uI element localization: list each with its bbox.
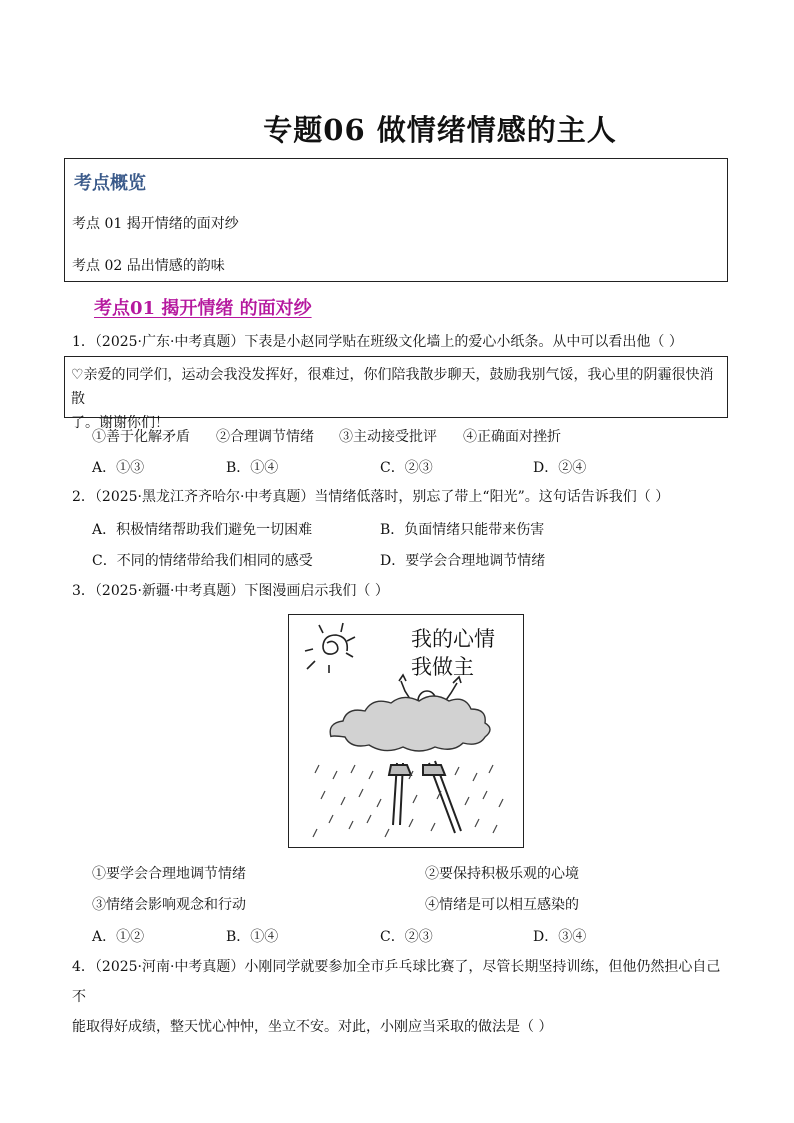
question-4-stem xyxy=(72,952,728,1042)
question-4-stem-line-1: 4．（2025·河南·中考真题）小刚同学就要参加全市乒乓球比赛了，尽管长期坚持训练，但他仍然担心自己不 xyxy=(72,959,721,1005)
sun-icon xyxy=(305,623,355,673)
stilts xyxy=(389,761,461,833)
q3-option-a[interactable]: A．①② xyxy=(92,929,145,945)
q1-option-a[interactable]: A．①③ xyxy=(92,460,145,476)
q2-option-b[interactable]: B．负面情绪只能带来伤害 xyxy=(380,522,545,538)
q3-option-d[interactable]: D．③④ xyxy=(533,929,587,945)
love-note-line-2: 了。谢谢你们！ xyxy=(71,415,169,431)
question-2-stem: 2．（2025·黑龙江齐齐哈尔·中考真题）当情绪低落时，别忘了带上“阳光”。这句话告诉我们（ ） xyxy=(72,489,670,505)
q3-statement-1: ①要学会合理地调节情绪 xyxy=(92,866,246,882)
q3-option-b[interactable]: B．①④ xyxy=(226,929,279,945)
question-3-stem: 3．（2025·新疆·中考真题）下图漫画启示我们（ ） xyxy=(72,583,389,599)
overview-box xyxy=(64,158,728,282)
q1-option-d[interactable]: D．②④ xyxy=(533,460,587,476)
cartoon-caption-line-1: 我的心情 xyxy=(411,627,495,651)
q3-statement-3: ③情绪会影响观念和行动 xyxy=(92,897,246,913)
q3-statement-2: ②要保持积极乐观的心境 xyxy=(425,866,579,882)
q3-option-c[interactable]: C．②③ xyxy=(380,929,433,945)
cartoon-caption xyxy=(411,625,495,681)
q3-statement-4: ④情绪是可以相互感染的 xyxy=(425,897,579,913)
overview-item-2: 考点 02 品出情感的韵味 xyxy=(72,258,225,274)
cartoon-image xyxy=(288,614,524,848)
q1-statement-1: ①善于化解矛盾 xyxy=(92,429,190,445)
q1-statement-4: ④正确面对挫折 xyxy=(463,429,561,445)
question-1-stem: 1．（2025·广东·中考真题）下表是小赵同学贴在班级文化墙上的爱心小纸条。从中可以看出他（ ） xyxy=(72,334,683,350)
page-title: 专题06 做情绪情感的主人 xyxy=(263,113,617,147)
overview-item-1: 考点 01 揭开情绪的面对纱 xyxy=(72,216,239,232)
cloud-shape xyxy=(330,696,490,751)
q2-option-d[interactable]: D．要学会合理地调节情绪 xyxy=(380,553,546,569)
q1-statement-2: ②合理调节情绪 xyxy=(216,429,314,445)
q1-option-b[interactable]: B．①④ xyxy=(226,460,279,476)
q2-option-c[interactable]: C．不同的情绪带给我们相同的感受 xyxy=(92,553,313,569)
love-note-box xyxy=(64,356,728,431)
cartoon-caption-line-2: 我做主 xyxy=(411,655,474,679)
love-note-line-1: ♡亲爱的同学们，运动会我没发挥好，很难过，你们陪我散步聊天，鼓励我别气馁，我心里的阴霾很快消散 xyxy=(71,367,714,407)
overview-heading: 考点概览 xyxy=(74,173,146,194)
q2-option-a[interactable]: A．积极情绪帮助我们避免一切困难 xyxy=(92,522,313,538)
q1-statement-3: ③主动接受批评 xyxy=(339,429,437,445)
question-4-stem-line-2: 能取得好成绩，整天忧心忡忡，坐立不安。对此，小刚应当采取的做法是（ ） xyxy=(72,1019,553,1035)
section-heading: 考点01 揭开情绪 的面对纱 xyxy=(94,298,312,319)
q1-option-c[interactable]: C．②③ xyxy=(380,460,433,476)
